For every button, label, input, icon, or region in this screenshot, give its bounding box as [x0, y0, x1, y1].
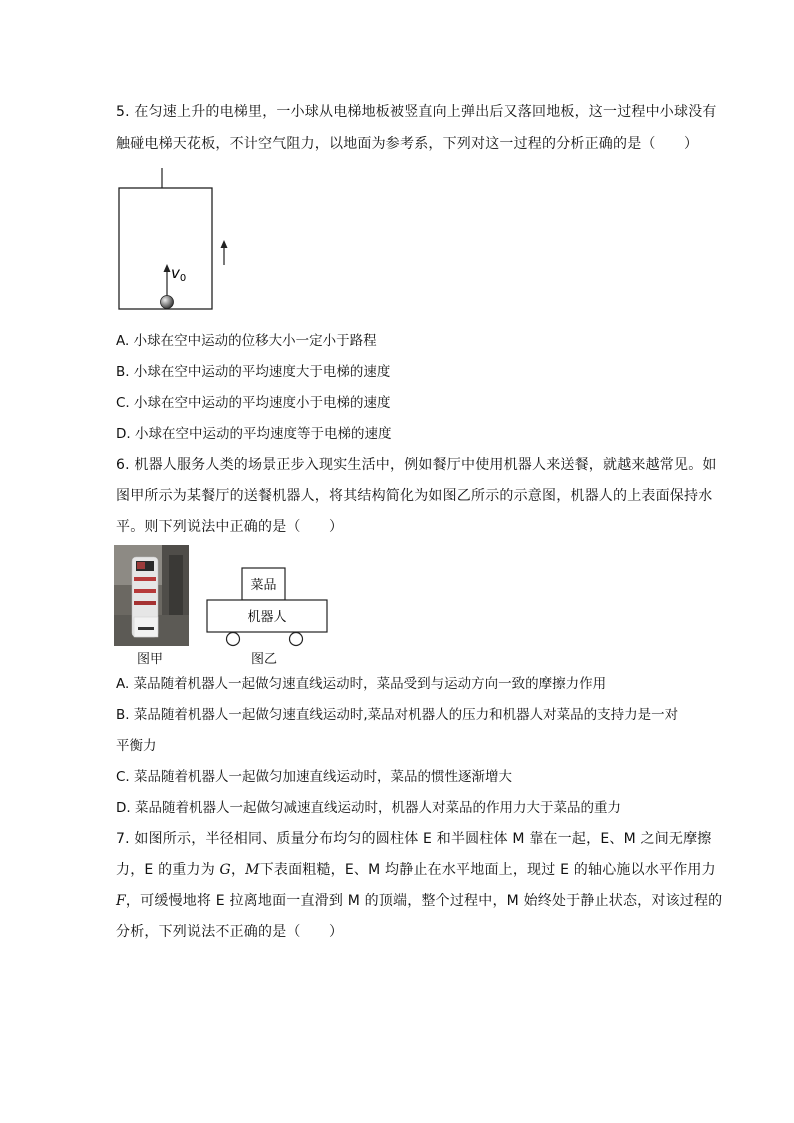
q6-option-b-line2: 平衡力: [116, 738, 157, 754]
elevator-box: [119, 188, 212, 309]
q6-stem-line3: 平。则下列说法中正确的是（ ）: [116, 519, 344, 535]
robot-wheel-left: [227, 633, 240, 646]
robot-wheel-right: [290, 633, 303, 646]
q5-stem-line1: 5. 在匀速上升的电梯里，一小球从电梯地板被竖直向上弹出后又落回地板，这一过程中小球没有: [116, 104, 717, 120]
elevator-figure: [112, 166, 242, 314]
velocity-label: $v_0$: [171, 264, 187, 284]
q5-option-b: B. 小球在空中运动的平均速度大于电梯的速度: [116, 364, 391, 380]
q7-stem-line4: 分析，下列说法不正确的是（ ）: [116, 924, 344, 940]
q6-stem-line2: 图甲所示为某餐厅的送餐机器人，将其结构简化为如图乙所示的示意图，机器人的上表面保持水: [116, 488, 713, 504]
q6-option-a: A. 菜品随着机器人一起做匀速直线运动时，菜品受到与运动方向一致的摩擦力作用: [116, 676, 607, 692]
fig-a-caption: 图甲: [137, 652, 164, 667]
q5-option-c: C. 小球在空中运动的平均速度小于电梯的速度: [116, 395, 391, 411]
robot-photo: [114, 545, 189, 646]
q5-stem-line2: 触碰电梯天花板，不计空气阻力，以地面为参考系，下列对这一过程的分析正确的是（ ）: [116, 136, 699, 152]
ball: [161, 296, 174, 309]
q7-stem-line1: 7. 如图所示，半径相同、质量分布均匀的圆柱体 E 和半圆柱体 M 靠在一起，E、M 之间无摩擦: [116, 831, 712, 847]
q7-stem-line2: 力，E 的重力为 G，M下表面粗糙，E、M 均静止在水平地面上，现过 E 的轴心施以水平作用力: [116, 862, 716, 878]
q6-option-d: D. 菜品随着机器人一起做匀减速直线运动时，机器人对菜品的作用力大于菜品的重力: [116, 800, 621, 816]
fig-b-caption: 图乙: [251, 652, 278, 667]
q6-option-c: C. 菜品随着机器人一起做匀加速直线运动时，菜品的惯性逐渐增大: [116, 769, 513, 785]
q5-option-d: D. 小球在空中运动的平均速度等于电梯的速度: [116, 426, 392, 442]
q6-option-b-line1: B. 菜品随着机器人一起做匀速直线运动时,菜品对机器人的压力和机器人对菜品的支持力是一对: [116, 707, 679, 723]
svg-text:菜品: 菜品: [250, 578, 277, 593]
q5-option-a: A. 小球在空中运动的位移大小一定小于路程: [116, 333, 377, 349]
robot-diagram: [204, 566, 330, 648]
q7-stem-line3: F，可缓慢地将 E 拉离地面一直滑到 M 的顶端，整个过程中，M 始终处于静止状态，对该过程的: [116, 893, 723, 909]
svg-text:机器人: 机器人: [247, 610, 287, 625]
q6-stem-line1: 6. 机器人服务人类的场景正步入现实生活中，例如餐厅中使用机器人来送餐，就越来越常见。如: [116, 457, 717, 473]
